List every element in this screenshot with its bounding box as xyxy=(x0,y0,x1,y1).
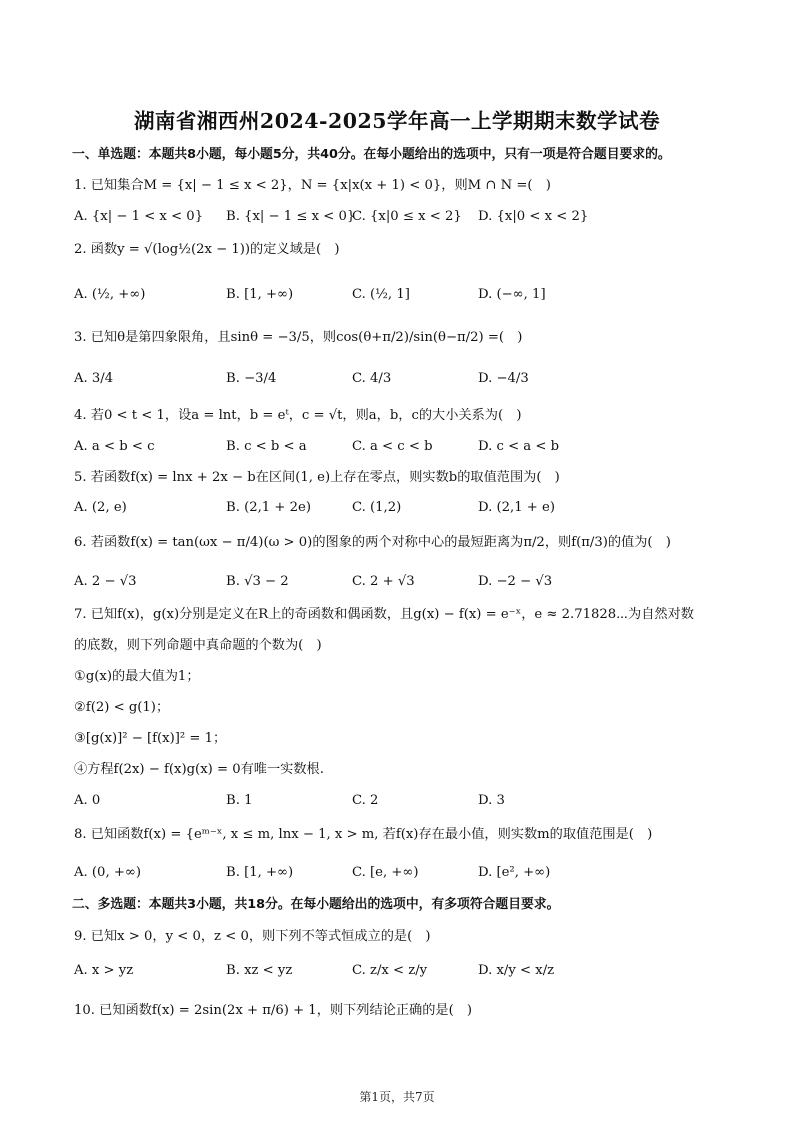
question-9-stem: 9. 已知x > 0，y < 0，z < 0，则下列不等式恒成立的是( ) xyxy=(74,929,431,944)
q3-option-b[interactable]: B. −3/4 xyxy=(226,371,277,386)
q2-option-c[interactable]: C. (½, 1] xyxy=(352,287,410,302)
q3-option-d[interactable]: D. −4/3 xyxy=(478,371,529,386)
q2-option-b[interactable]: B. [1, +∞) xyxy=(226,287,294,302)
q5-option-a[interactable]: A. (2, e) xyxy=(74,500,127,515)
q8-option-c[interactable]: C. [e, +∞) xyxy=(352,865,419,880)
q3-option-c[interactable]: C. 4/3 xyxy=(352,371,392,386)
q6-option-d[interactable]: D. −2 − √3 xyxy=(478,574,553,589)
q7-option-a[interactable]: A. 0 xyxy=(74,793,101,808)
q9-option-b[interactable]: B. xz < yz xyxy=(226,963,293,978)
question-5-stem: 5. 若函数f(x) = lnx + 2x − b在区间(1, e)上存在零点，则实数b的取值范围为( ) xyxy=(74,470,560,485)
q3-option-a[interactable]: A. 3/4 xyxy=(74,371,114,386)
q2-option-a[interactable]: A. (½, +∞) xyxy=(74,287,146,302)
q7-statement-4: ④方程f(2x) − f(x)g(x) = 0有唯一实数根. xyxy=(74,762,324,777)
page-footer: 第1页，共7页 xyxy=(359,1090,435,1104)
q7-option-d[interactable]: D. 3 xyxy=(478,793,505,808)
q4-option-d[interactable]: D. c < a < b xyxy=(478,439,560,454)
question-8-stem: 8. 已知函数f(x) = {eᵐ⁻ˣ, x ≤ m, lnx − 1, x > m, 若f(x)存在最小值，则实数m的取值范围是( ) xyxy=(74,827,653,842)
section-single-choice: 一、单选题：本题共8小题，每小题5分，共40分。在每小题给出的选项中，只有一项是符合题目要求的。 xyxy=(72,147,671,162)
q8-option-b[interactable]: B. [1, +∞) xyxy=(226,865,294,880)
q1-option-d[interactable]: D. {x|0 < x < 2} xyxy=(478,209,589,224)
q9-option-a[interactable]: A. x > yz xyxy=(74,963,134,978)
q8-option-d[interactable]: D. [e², +∞) xyxy=(478,865,551,880)
q6-option-a[interactable]: A. 2 − √3 xyxy=(74,574,137,589)
q6-option-c[interactable]: C. 2 + √3 xyxy=(352,574,415,589)
q7-option-b[interactable]: B. 1 xyxy=(226,793,253,808)
question-3-stem: 3. 已知θ是第四象限角，且sinθ = −3/5，则cos(θ+π/2)/sin(θ−π/2) =( ) xyxy=(74,330,523,345)
q7-statement-1: ①g(x)的最大值为1； xyxy=(74,669,200,684)
question-7-stem-line2: 的底数，则下列命题中真命题的个数为( ) xyxy=(74,638,322,653)
q5-option-b[interactable]: B. (2,1 + 2e) xyxy=(226,500,311,515)
q9-option-d[interactable]: D. x/y < x/z xyxy=(478,963,555,978)
q7-statement-2: ②f(2) < g(1)； xyxy=(74,700,170,715)
question-6-stem: 6. 若函数f(x) = tan(ωx − π/4)(ω > 0)的图象的两个对称中心的最短距离为π/2，则f(π/3)的值为( ) xyxy=(74,535,671,550)
q1-option-a[interactable]: A. {x| − 1 < x < 0} xyxy=(74,209,204,224)
page-title: 湖南省湘西州2024-2025学年高一上学期期末数学试卷 xyxy=(133,109,661,133)
q4-option-c[interactable]: C. a < c < b xyxy=(352,439,433,454)
q4-option-a[interactable]: A. a < b < c xyxy=(74,439,155,454)
q6-option-b[interactable]: B. √3 − 2 xyxy=(226,574,289,589)
q8-option-a[interactable]: A. (0, +∞) xyxy=(74,865,142,880)
question-10-stem: 10. 已知函数f(x) = 2sin(2x + π/6) + 1，则下列结论正确的是( ) xyxy=(74,1003,473,1018)
q1-option-b[interactable]: B. {x| − 1 ≤ x < 0} xyxy=(226,209,356,224)
question-7-stem-line1: 7. 已知f(x)，g(x)分别是定义在R上的奇函数和偶函数，且g(x) − f(x) = e⁻ˣ，e ≈ 2.71828⋯为自然对数 xyxy=(74,607,694,622)
question-1-stem: 1. 已知集合M = {x| − 1 ≤ x < 2}，N = {x|x(x + 1) < 0}，则M ∩ N =( ) xyxy=(74,178,551,193)
q2-option-d[interactable]: D. (−∞, 1] xyxy=(478,287,546,302)
q5-option-d[interactable]: D. (2,1 + e) xyxy=(478,500,555,515)
section-multiple-choice: 二、多选题：本题共3小题，共18分。在每小题给出的选项中，有多项符合题目要求。 xyxy=(72,897,560,912)
q4-option-b[interactable]: B. c < b < a xyxy=(226,439,307,454)
q7-statement-3: ③[g(x)]² − [f(x)]² = 1； xyxy=(74,731,227,746)
question-2-stem: 2. 函数y = √(log½(2x − 1))的定义域是( ) xyxy=(74,242,340,257)
question-4-stem: 4. 若0 < t < 1，设a = lnt，b = eᵗ，c = √t，则a，b，c的大小关系为( ) xyxy=(74,408,522,423)
q1-option-c[interactable]: C. {x|0 ≤ x < 2} xyxy=(352,209,462,224)
q9-option-c[interactable]: C. z/x < z/y xyxy=(352,963,428,978)
q7-option-c[interactable]: C. 2 xyxy=(352,793,379,808)
q5-option-c[interactable]: C. (1,2) xyxy=(352,500,402,515)
